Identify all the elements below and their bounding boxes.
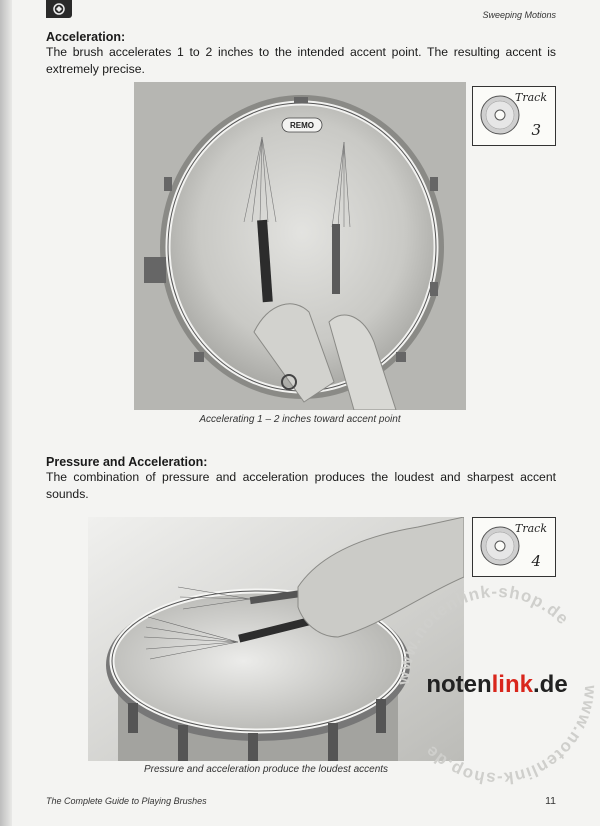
drumhead-brand-label: REMO: [290, 121, 314, 130]
publisher-logo-icon: [50, 3, 68, 15]
watermark-brand-part3: .de: [532, 671, 568, 698]
publisher-logo: [46, 0, 72, 18]
cd-track-4-badge: [472, 517, 556, 577]
photo-acceleration: [134, 82, 466, 410]
track-label: Track: [515, 522, 547, 535]
watermark-brand-part1: noten: [426, 671, 492, 698]
watermark-url-path-second: www.notenlink-shop.de: [421, 684, 600, 789]
photo-caption-acceleration: Accelerating 1 – 2 inches toward accent point: [199, 414, 401, 425]
section-text-acceleration: The brush accelerates 1 to 2 inches to the intended accent point. The resulting accent is extremely precise.: [46, 45, 556, 76]
track-number: 3: [531, 121, 541, 139]
page-number: 11: [545, 795, 556, 807]
watermark-brand: [426, 671, 567, 698]
watermark-url-path: www.notenlink-shop.de: [393, 581, 573, 686]
watermark-stamp: [392, 580, 600, 790]
running-header: Sweeping Motions: [482, 10, 556, 20]
section-heading-acceleration: Acceleration:: [46, 30, 126, 44]
section-heading-pressure-acceleration: Pressure and Acceleration:: [46, 455, 208, 469]
snare-drum-top-view-image: [134, 82, 466, 410]
page-binding-edge: [0, 0, 12, 826]
footer-book-title: The Complete Guide to Playing Brushes: [46, 796, 207, 806]
watermark-url-second: [421, 684, 600, 789]
section-text-pressure-acceleration: The combination of pressure and acceleration produces the loudest and sharpest accent sounds.: [46, 470, 556, 501]
watermark-brand-part2: link: [491, 671, 533, 698]
photo-caption-pressure-acceleration: Pressure and acceleration produce the loudest accents: [144, 764, 389, 775]
track-number: 4: [531, 552, 541, 570]
cd-track-3-badge: [472, 86, 556, 146]
track-label: Track: [515, 91, 547, 104]
